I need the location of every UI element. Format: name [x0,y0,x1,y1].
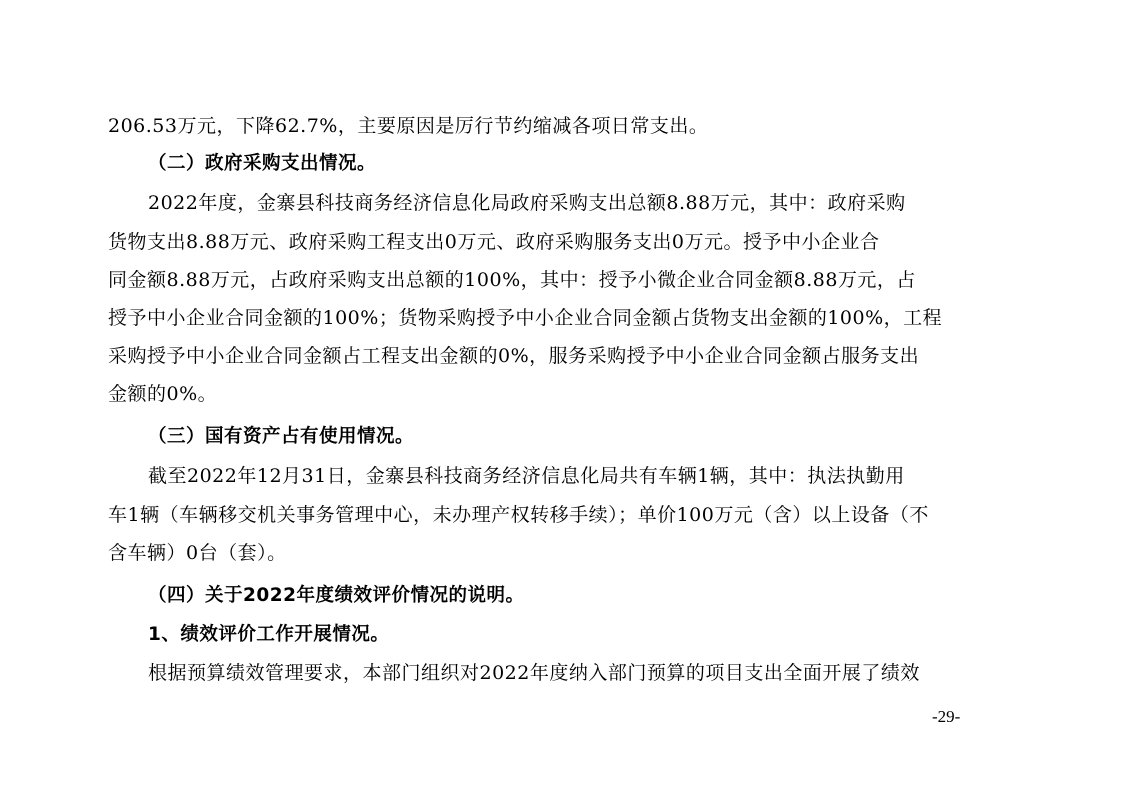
paragraph-line: 2022年度，金寨县科技商务经济信息化局政府采购支出总额8.88万元，其中：政府采购 [148,192,906,214]
page-number: -29- [932,707,961,726]
paragraph-line: 金额的0%。 [108,383,218,405]
paragraph-line: 含车辆）0台（套）。 [108,542,287,564]
paragraph-line: 授予中小企业合同金额的100%；货物采购授予中小企业合同金额占货物支出金额的100%，工程 [108,307,943,329]
paragraph-line: 根据预算绩效管理要求，本部门组织对2022年度纳入部门预算的项目支出全面开展了绩效 [148,662,920,684]
section-heading-assets: （三）国有资产占有使用情况。 [148,426,415,447]
section-heading-performance: （四）关于2022年度绩效评价情况的说明。 [148,585,525,606]
section-heading-procurement: （二）政府采购支出情况。 [148,153,377,174]
subsection-heading: 1、绩效评价工作开展情况。 [148,624,390,645]
paragraph-line: 截至2022年12月31日，金寨县科技商务经济信息化局共有车辆1辆，其中：执法执勤用 [148,465,905,487]
paragraph-line: 206.53万元，下降62.7%，主要原因是厉行节约缩减各项日常支出。 [108,115,709,137]
paragraph-line: 车1辆（车辆移交机关事务管理中心，未办理产权转移手续）；单价100万元（含）以上设备（不 [108,504,929,526]
paragraph-line: 货物支出8.88万元、政府采购工程支出0万元、政府采购服务支出0万元。授予中小企业合 [108,231,880,253]
paragraph-line: 同金额8.88万元，占政府采购支出总额的100%，其中：授予小微企业合同金额8.88万元，占 [108,269,916,291]
paragraph-line: 采购授予中小企业合同金额占工程支出金额的0%，服务采购授予中小企业合同金额占服务支出 [108,345,920,367]
